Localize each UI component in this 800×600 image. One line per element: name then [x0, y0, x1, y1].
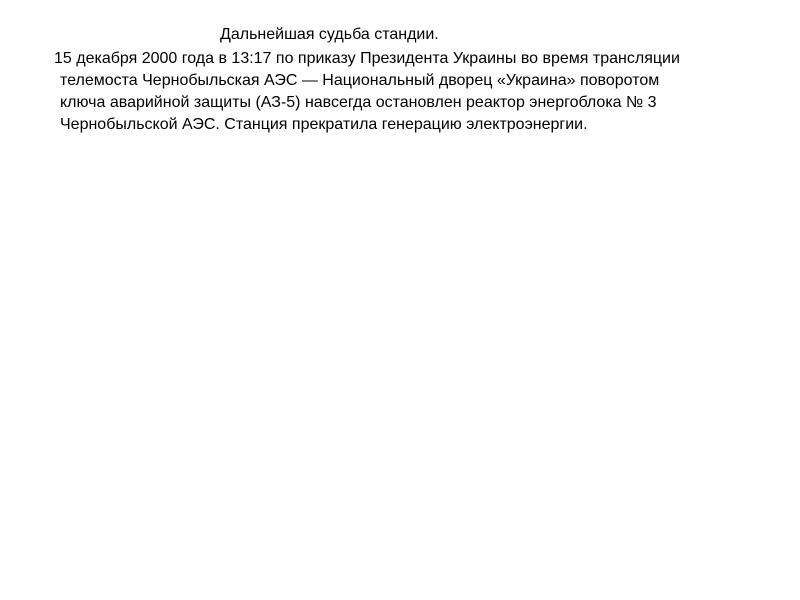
paragraph-line: ключа аварийной защиты (АЗ-5) навсегда остановлен реактор энергоблока № 3 — [60, 94, 657, 111]
paragraph-line: телемоста Чернобыльская АЭС — Национальный дворец «Украина» поворотом — [60, 72, 660, 89]
paragraph-line: Чернобыльской АЭС. Станция прекратила генерацию электроэнергии. — [60, 116, 588, 133]
slide-heading: Дальнейшая судьба стандии. — [220, 26, 439, 43]
paragraph-line: 15 декабря 2000 года в 13:17 по приказу Президента Украины во время трансляции — [54, 50, 680, 67]
body-paragraph — [54, 48, 784, 136]
